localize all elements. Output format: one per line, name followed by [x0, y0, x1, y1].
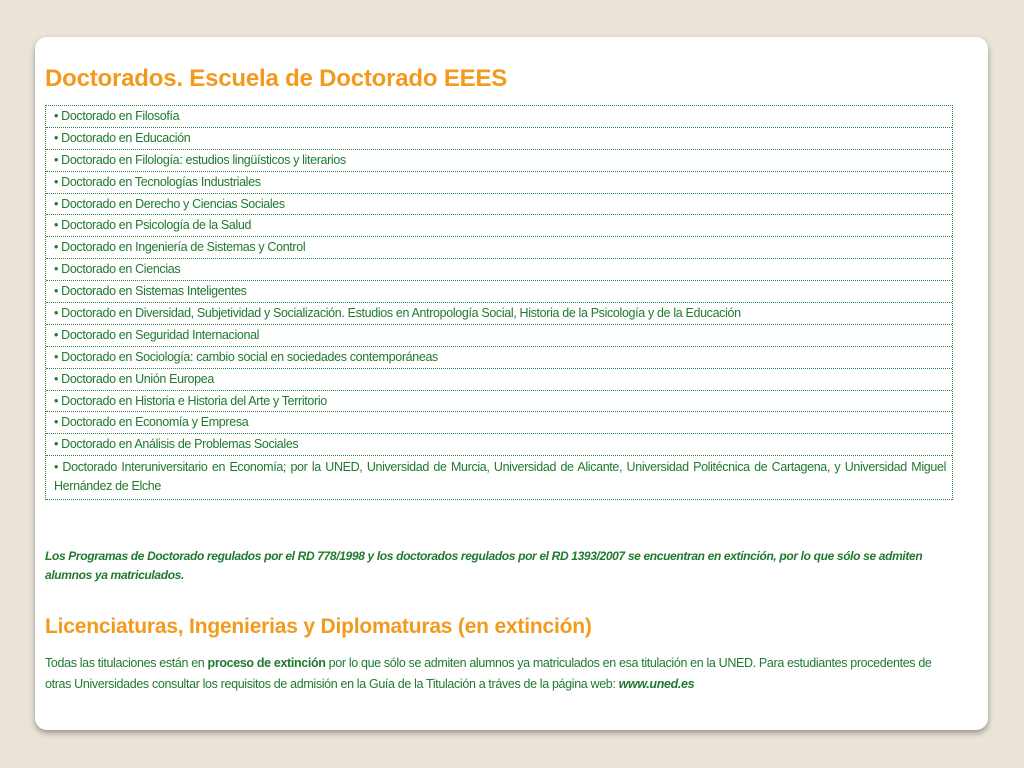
- list-item: • Doctorado en Diversidad, Subjetividad y Socialización. Estudios en Antropología Social, Historia de la Psicología y de la Educación: [46, 303, 952, 325]
- paragraph-bold-phrase: proceso de extinción: [207, 656, 326, 670]
- slide-card: [35, 37, 988, 730]
- list-item: • Doctorado en Tecnologías Industriales: [46, 172, 952, 194]
- licenciaturas-title: Licenciaturas, Ingenierias y Diplomaturas (en extinción): [45, 615, 592, 638]
- list-item: • Doctorado en Ciencias: [46, 259, 952, 281]
- list-item: • Doctorado en Ingeniería de Sistemas y Control: [46, 237, 952, 259]
- doctorados-list: [45, 105, 953, 500]
- list-item: • Doctorado en Psicología de la Salud: [46, 215, 952, 237]
- list-item: • Doctorado Interuniversitario en Economía; por la UNED, Universidad de Murcia, Universidad de Alicante, Universidad Politécnica de Cartagena, y Universidad Miguel Hernández de Elche: [46, 456, 952, 500]
- list-item: • Doctorado en Análisis de Problemas Sociales: [46, 434, 952, 456]
- list-item: • Doctorado en Sociología: cambio social en sociedades contemporáneas: [46, 347, 952, 369]
- list-item: • Doctorado en Historia e Historia del Arte y Territorio: [46, 391, 952, 413]
- paragraph-text-start: Todas las titulaciones están en: [45, 656, 208, 670]
- list-item: • Doctorado en Seguridad Internacional: [46, 325, 952, 347]
- list-item: • Doctorado en Sistemas Inteligentes: [46, 281, 952, 303]
- website-link[interactable]: www.uned.es: [618, 677, 695, 691]
- paragraph-text-end: por lo que sólo se admiten alumnos ya matriculados en esa titulación en la UNED. Para estudiantes procedentes de otras Universidades consultar los requisitos de admisión en la Guía de la Titulación a tráves de la página web:: [45, 656, 932, 691]
- extinction-note: Los Programas de Doctorado regulados por el RD 778/1998 y los doctorados regulados por el RD 1393/2007 se encuentran en extinción, por lo que sólo se admiten alumnos ya matriculados.: [45, 549, 923, 582]
- list-item: • Doctorado en Filología: estudios lingüísticos y literarios: [46, 150, 952, 172]
- list-item: • Doctorado en Educación: [46, 128, 952, 150]
- list-item: • Doctorado en Unión Europea: [46, 369, 952, 391]
- doctorados-title: Doctorados. Escuela de Doctorado EEES: [45, 65, 508, 92]
- list-item: • Doctorado en Economía y Empresa: [46, 412, 952, 434]
- list-item: • Doctorado en Filosofía: [46, 106, 952, 128]
- list-item: • Doctorado en Derecho y Ciencias Sociales: [46, 194, 952, 216]
- licenciaturas-paragraph: [45, 653, 957, 695]
